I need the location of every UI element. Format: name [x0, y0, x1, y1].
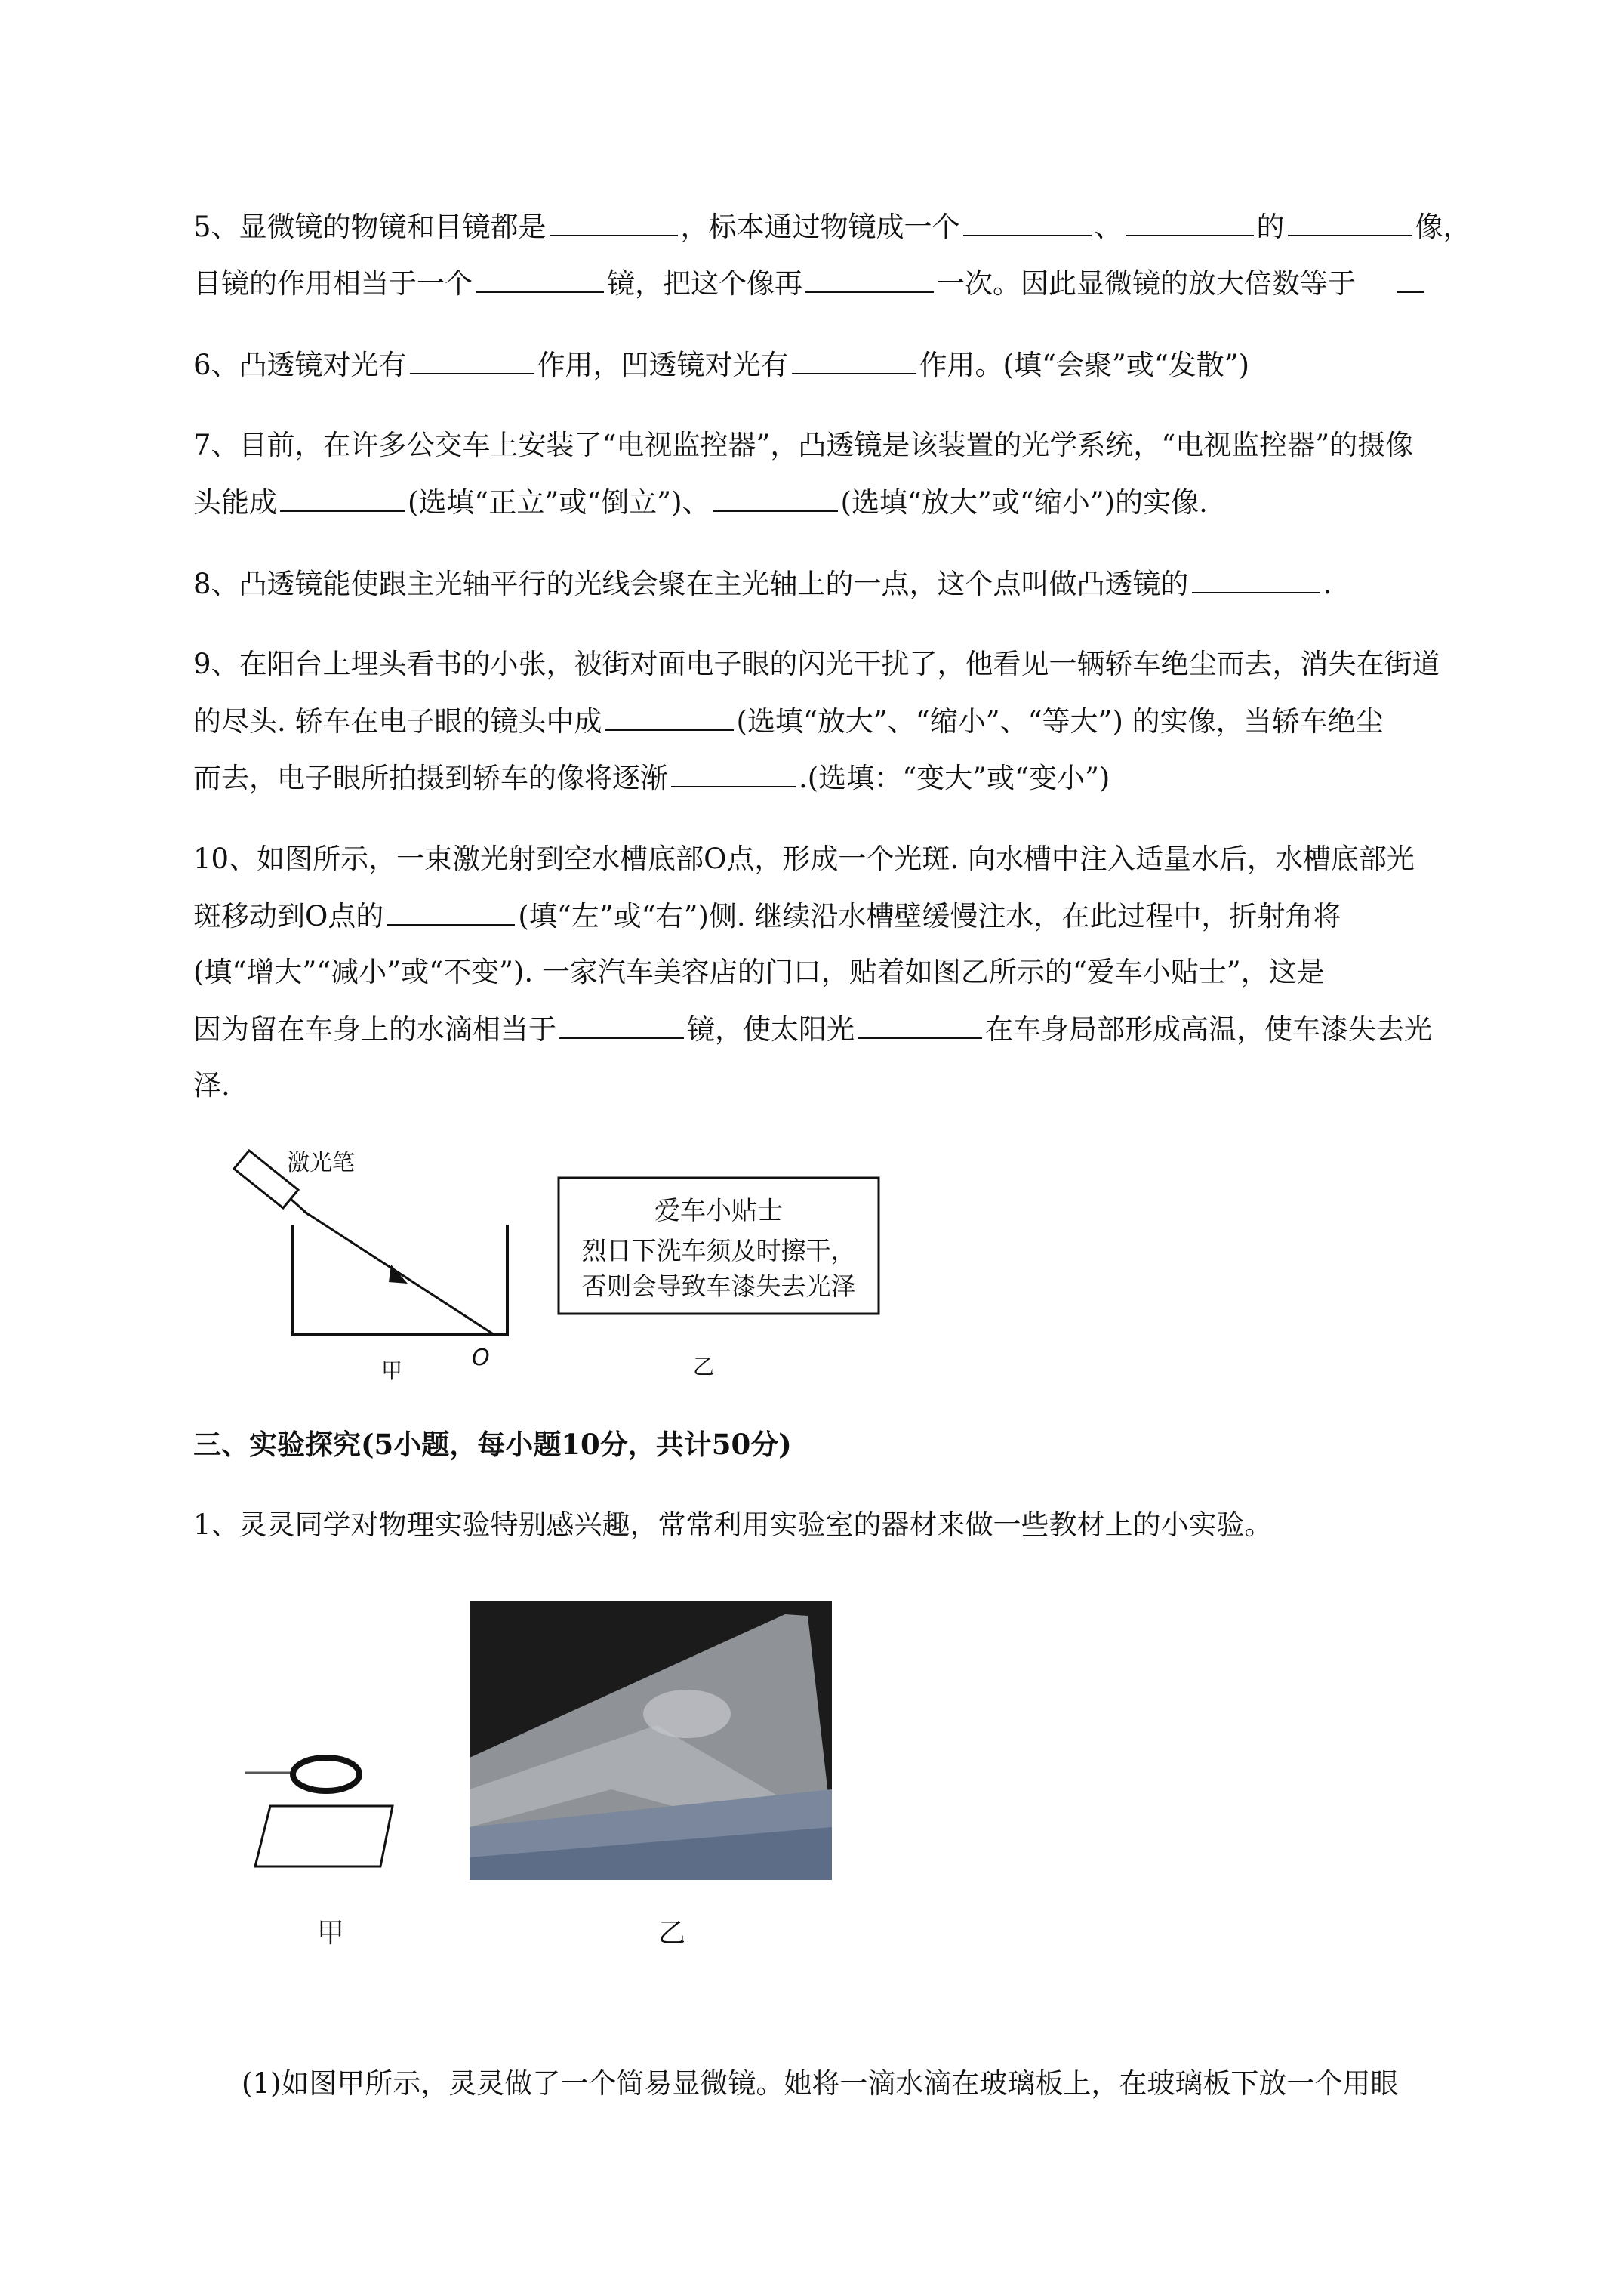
q9-line-1: 9、在阳台上埋头看书的小张，被街对面电子眼的闪光干扰了，他看见一辆轿车绝尘而去，消失在街道: [193, 648, 1440, 680]
point-o-label: O: [472, 1345, 490, 1371]
q8-text-a: 8、凸透镜能使跟主光轴平行的光线会聚在主光轴上的一点，这个点叫做凸透镜的: [193, 568, 1189, 600]
sign-line-1: 烈日下洗车须及时擦干，: [581, 1236, 856, 1265]
q9-text-c: 而去，电子眼所拍摄到轿车的像将逐渐: [193, 762, 668, 794]
q10-line-2: [193, 897, 1341, 935]
q10-line-1: 10、如图所示，一束激光射到空水槽底部O点，形成一个光斑. 向水槽中注入适量水后，水槽底部光: [193, 843, 1415, 875]
q6-line: [193, 346, 1249, 384]
lens-icon: [245, 1758, 359, 1791]
q7-text-c: (选填“放大”或“缩小”)的实像.: [840, 486, 1208, 519]
q9-text-b: (选填“放大”、“缩小”、“等大”) 的实像，当轿车绝尘: [736, 705, 1384, 738]
q10-blank-2[interactable]: [559, 1010, 684, 1039]
q10-line-5: 泽.: [193, 1069, 230, 1102]
caption-yi-2: 乙: [658, 1918, 686, 1949]
laser-beam: [303, 1211, 494, 1335]
q9-text-d: .(选填：“变大”或“变小”): [799, 762, 1110, 794]
s3-q1-sub1-line: (1)如图甲所示，灵灵做了一个简易显微镜。她将一滴水滴在玻璃板上，在玻璃板下放一个用眼: [242, 2067, 1399, 2100]
caption-jia-2: 甲: [317, 1918, 345, 1949]
q5-text-c: 、: [1094, 211, 1123, 243]
q5-blank-6[interactable]: [805, 264, 934, 293]
q5-text-b: ，标本通过物镜成一个: [680, 211, 960, 243]
q10-text-e: 在车身局部形成高温，使车漆失去光: [985, 1013, 1432, 1046]
q9-line-2: [193, 702, 1384, 741]
q5-text-h: 一次。因此显微镜的放大倍数等于: [937, 267, 1356, 300]
q5-blank-7[interactable]: [1397, 264, 1424, 293]
q6-blank-2[interactable]: [792, 346, 916, 374]
q5-text-d: 的: [1256, 211, 1285, 243]
sign-line-2: 否则会导致车漆失去光泽: [581, 1271, 856, 1301]
q5-blank-2[interactable]: [963, 208, 1092, 236]
sign-title: 爱车小贴士: [654, 1196, 783, 1226]
q10-text-d: 镜，使太阳光: [687, 1013, 855, 1046]
q5-line-1: [193, 208, 1471, 246]
q7-line-1: 7、目前，在许多公交车上安装了“电视监控器”，凸透镜是该装置的光学系统，“电视监控器”的摄像: [193, 429, 1414, 461]
q5-text-a: 5、显微镜的物镜和目镜都是: [193, 211, 547, 243]
q5-blank-4[interactable]: [1288, 208, 1412, 236]
laser-tank-figure: [219, 1133, 929, 1382]
q7-blank-2[interactable]: [713, 483, 838, 512]
caption-jia: 甲: [381, 1358, 403, 1382]
beam-arrow-icon: [389, 1265, 408, 1284]
q6-blank-1[interactable]: [410, 346, 534, 374]
section-3-heading: 三、实验探究(5小题，每小题10分，共计50分): [193, 1428, 792, 1461]
q5-blank-1[interactable]: [550, 208, 678, 236]
glass-plate: [255, 1806, 393, 1866]
q9-blank-1[interactable]: [605, 702, 734, 731]
q5-text-f: 目镜的作用相当于一个: [193, 267, 473, 300]
s3-q1-line: 1、灵灵同学对物理实验特别感兴趣，常常利用实验室的器材来做一些教材上的小实验。: [193, 1509, 1273, 1541]
caption-yi: 乙: [693, 1354, 715, 1379]
q5-line-2: [193, 264, 1427, 303]
q10-text-a: 斑移动到O点的: [193, 900, 384, 932]
microscope-figure: [234, 1601, 876, 1955]
q9-blank-2[interactable]: [671, 759, 796, 787]
q6-text-a: 6、凸透镜对光有: [193, 349, 407, 381]
q5-blank-3[interactable]: [1126, 208, 1254, 236]
q10-line-3: (填“增大”“减小”或“不变”). 一家汽车美容店的门口，贴着如图乙所示的“爱车小贴士”，这是: [193, 956, 1325, 988]
q8-blank[interactable]: [1192, 565, 1320, 593]
q7-text-a: 头能成: [193, 486, 277, 519]
q8-line: [193, 565, 1332, 603]
q5-text-e: 像，: [1415, 211, 1471, 243]
q10-line-4: [193, 1010, 1432, 1049]
q9-line-3: [193, 759, 1110, 797]
q9-text-a: 的尽头. 轿车在电子眼的镜头中成: [193, 705, 602, 738]
q8-text-b: .: [1323, 568, 1332, 600]
laser-pen-label: 激光笔: [287, 1150, 355, 1176]
q10-text-b: (填“左”或“右”)侧. 继续沿水槽壁缓慢注水，在此过程中，折射角将: [518, 900, 1341, 932]
q10-blank-3[interactable]: [858, 1010, 982, 1039]
q5-text-g: 镜，把这个像再: [607, 267, 802, 300]
experiment-photo: [470, 1601, 832, 1880]
q10-blank-1[interactable]: [387, 897, 515, 926]
q7-text-b: (选填“正立”或“倒立”)、: [408, 486, 710, 519]
q7-line-2: [193, 483, 1208, 522]
q10-text-c: 因为留在车身上的水滴相当于: [193, 1013, 556, 1046]
q6-text-c: 作用。(填“会聚”或“发散”): [919, 349, 1250, 381]
q5-blank-5[interactable]: [476, 264, 604, 293]
q6-text-b: 作用，凹透镜对光有: [537, 349, 789, 381]
q7-blank-1[interactable]: [280, 483, 405, 512]
